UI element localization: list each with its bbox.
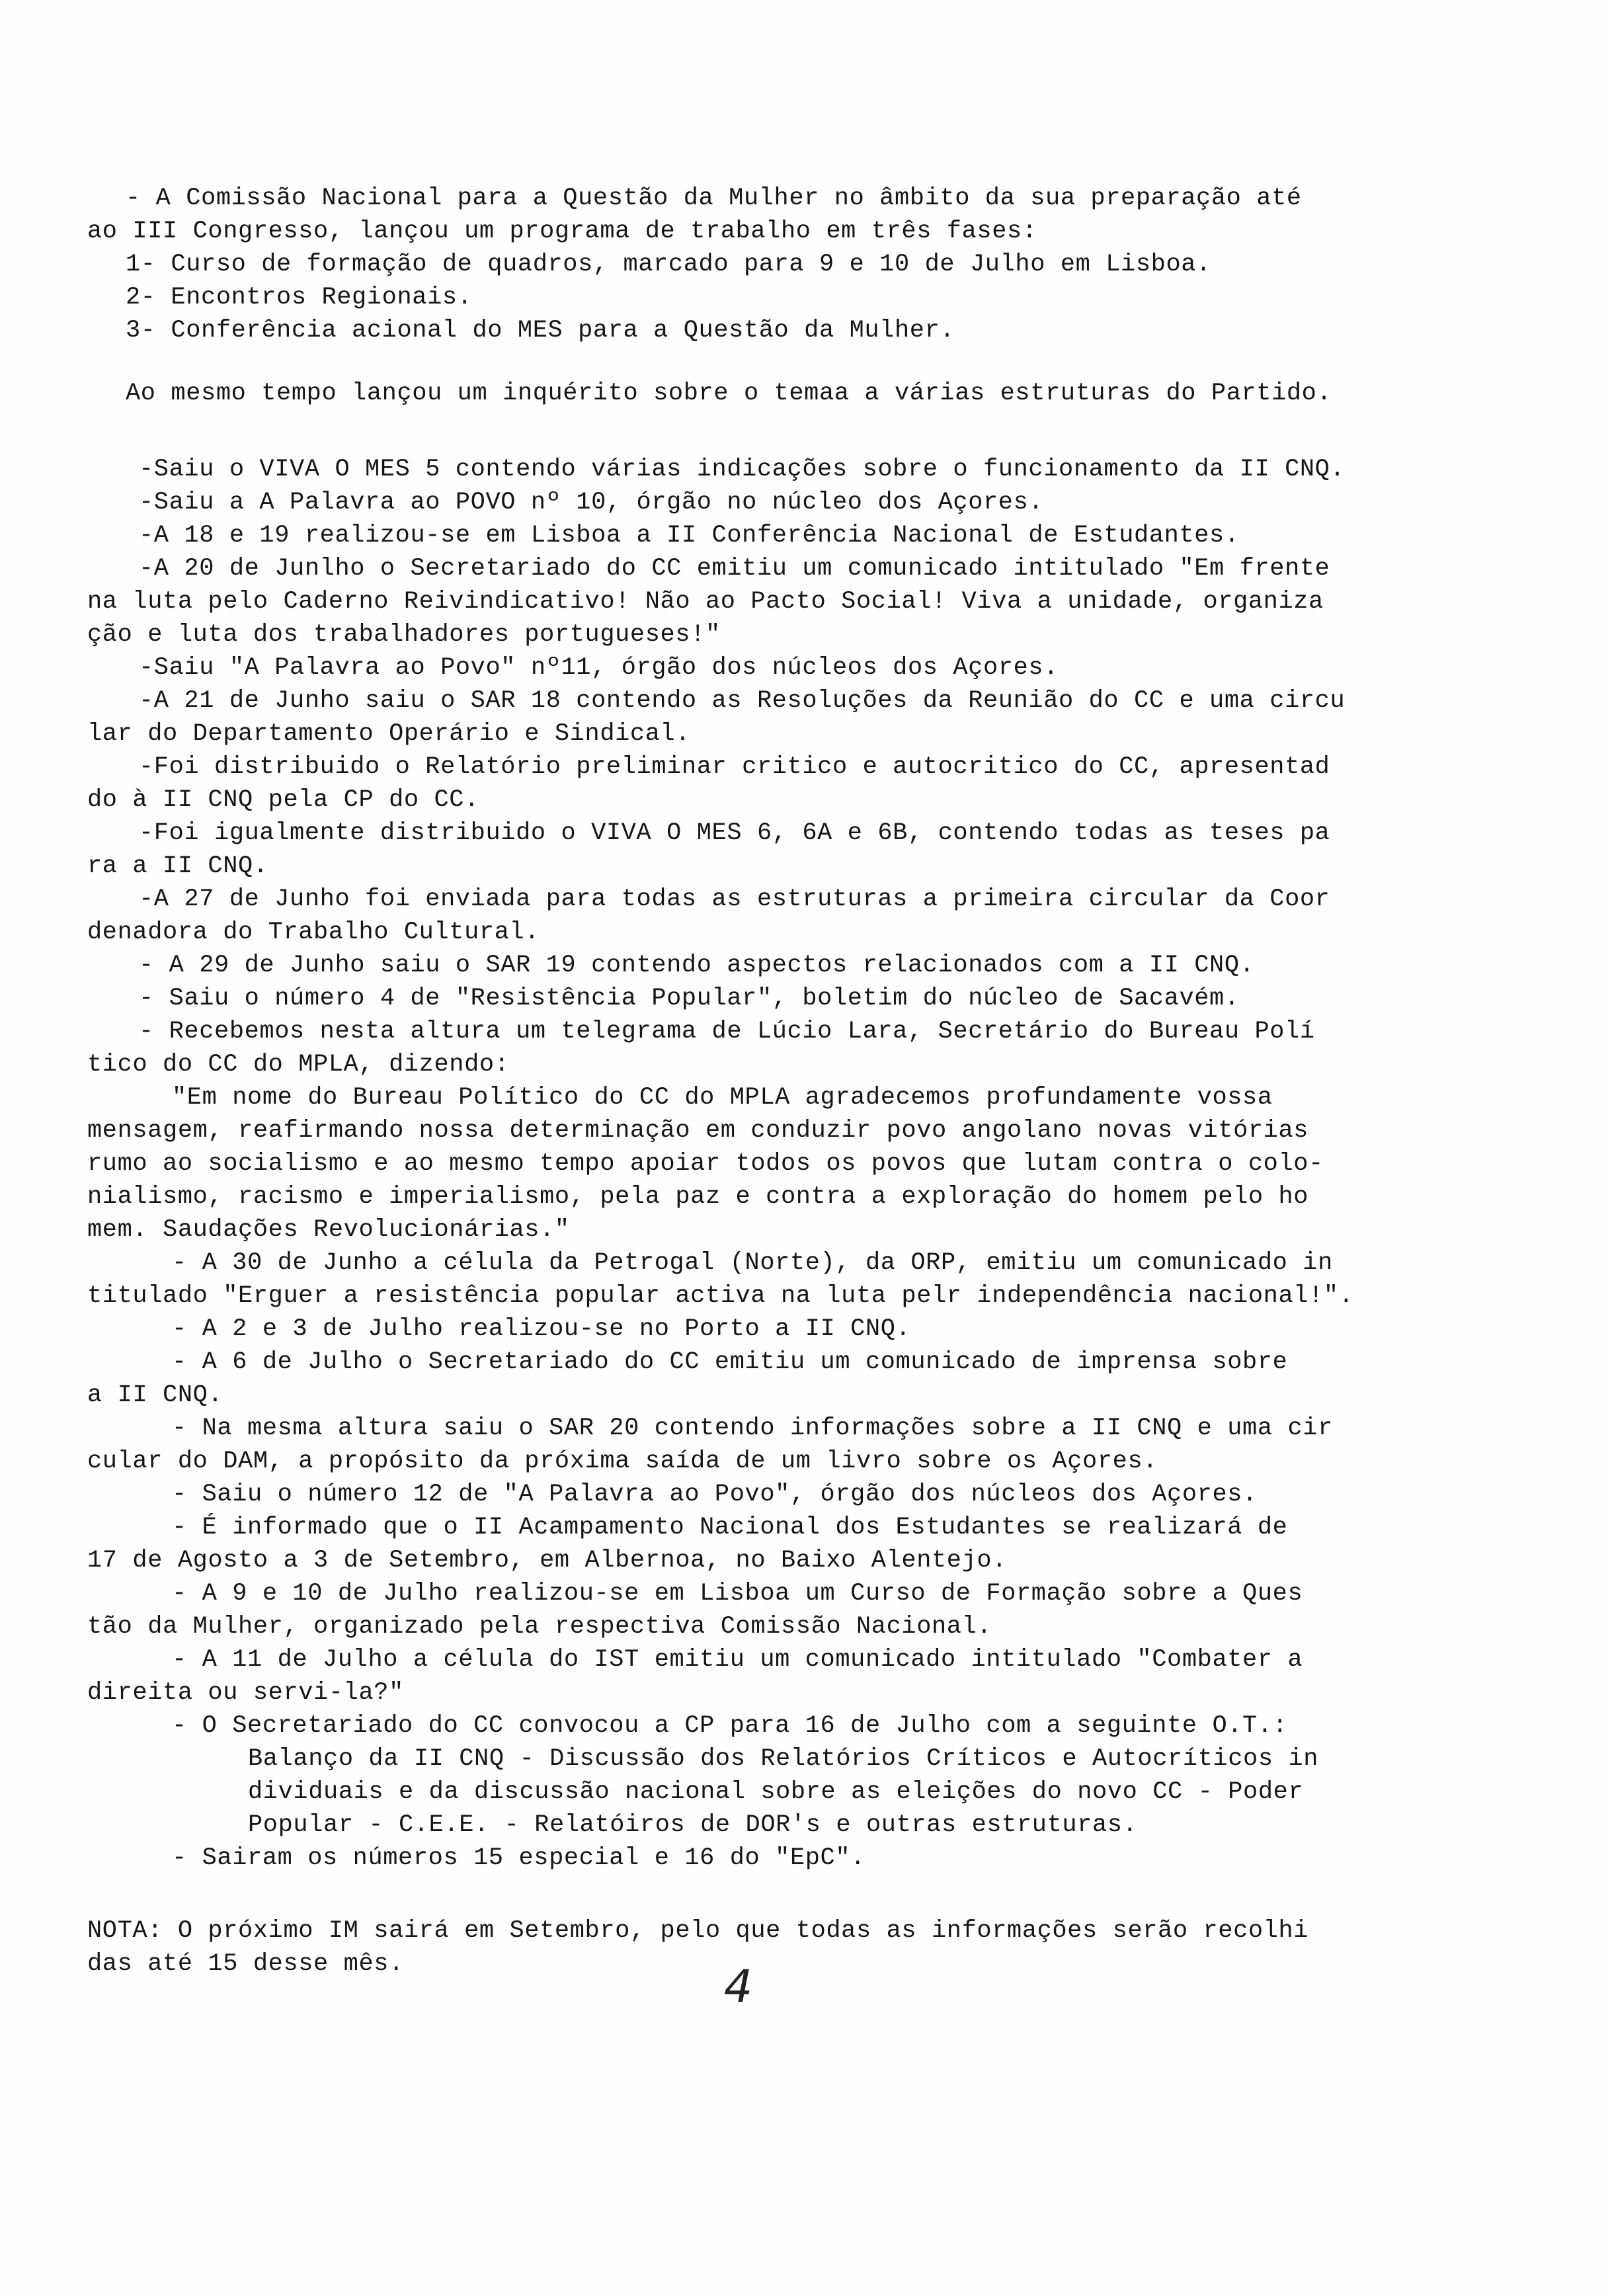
news-line: tico do CC do MPLA, dizendo:: [87, 1051, 510, 1079]
news-line: denadora do Trabalho Cultural.: [87, 919, 540, 946]
news-line: - Recebemos nesta altura um telegrama de Lúcio Lara, Secretário do Bureau Polí: [139, 1018, 1315, 1046]
inquiry-paragraph: Ao mesmo tempo lançou um inquérito sobre o temaa a várias estruturas do Partido.: [126, 380, 1332, 407]
intro-list-item: 2- Encontros Regionais.: [126, 284, 473, 311]
intro-list-item: 3- Conferência acional do MES para a Questão da Mulher.: [126, 317, 955, 345]
telegram-quote-line: rumo ao socialismo e ao mesmo tempo apoiar todos os povos que lutam contra o colo-: [87, 1150, 1324, 1178]
news-line: - A 29 de Junho saiu o SAR 19 contendo aspectos relacionados com a II CNQ.: [139, 952, 1255, 979]
news-line: tão da Mulher, organizado pela respectiva Comissão Nacional.: [87, 1613, 992, 1641]
news-line: - A 2 e 3 de Julho realizou-se no Porto a II CNQ.: [172, 1315, 911, 1343]
news-line: -Saiu "A Palavra ao Povo" nº11, órgão dos núcleos dos Açores.: [139, 654, 1059, 682]
news-line: -Foi distribuido o Relatório preliminar critico e autocritico do CC, apresentad: [139, 753, 1330, 781]
news-line: -A 21 de Junho saiu o SAR 18 contendo as Resoluções da Reunião do CC e uma circu: [139, 687, 1346, 715]
news-line: - A 30 de Junho a célula da Petrogal (Norte), da ORP, emitiu um comunicado in: [172, 1249, 1333, 1277]
telegram-quote-line: mensagem, reafirmando nossa determinação em conduzir povo angolano novas vitórias: [87, 1117, 1309, 1145]
news-line: lar do Departamento Operário e Sindical.: [87, 720, 691, 748]
intro-line: - A Comissão Nacional para a Questão da Mulher no âmbito da sua preparação até: [126, 184, 1302, 212]
news-line: a II CNQ.: [87, 1381, 223, 1409]
news-line: -A 27 de Junho foi enviada para todas as estruturas a primeira circular da Coor: [139, 885, 1330, 913]
news-line: -A 18 e 19 realizou-se em Lisboa a II Conferência Nacional de Estudantes.: [139, 522, 1240, 550]
news-line: - A 9 e 10 de Julho realizou-se em Lisboa um Curso de Formação sobre a Ques: [172, 1580, 1303, 1608]
news-line: 17 de Agosto a 3 de Setembro, em Albernoa, no Baixo Alentejo.: [87, 1547, 1008, 1575]
news-line: - A 11 de Julho a célula do IST emitiu um comunicado intitulado "Combater a: [172, 1646, 1303, 1674]
agenda-line: Popular - C.E.E. - Relatóiros de DOR's e outras estruturas.: [248, 1811, 1138, 1839]
telegram-quote-line: nialismo, racismo e imperialismo, pela paz e contra a exploração do homem pelo ho: [87, 1183, 1309, 1211]
nota-line: das até 15 desse mês.: [87, 1950, 404, 1978]
news-line: - Saiu o número 4 de "Resistência Popular", boletim do núcleo de Sacavém.: [139, 985, 1240, 1012]
intro-list-item: 1- Curso de formação de quadros, marcado para 9 e 10 de Julho em Lisboa.: [126, 251, 1211, 278]
telegram-quote-line: "Em nome do Bureau Político do CC do MPLA agradecemos profundamente vossa: [172, 1084, 1273, 1112]
news-line: - A 6 de Julho o Secretariado do CC emitiu um comunicado de imprensa sobre: [172, 1348, 1288, 1376]
telegram-quote-line: mem. Saudações Revolucionárias.": [87, 1216, 570, 1244]
intro-line: ao III Congresso, lançou um programa de trabalho em três fases:: [87, 218, 1037, 245]
news-line: -Saiu o VIVA O MES 5 contendo várias indicações sobre o funcionamento da II CNQ.: [139, 456, 1346, 483]
news-line: - Sairam os números 15 especial e 16 do "EpC".: [172, 1844, 865, 1872]
news-line: ção e luta dos trabalhadores portugueses!": [87, 621, 721, 649]
agenda-line: Balanço da II CNQ - Discussão dos Relatórios Críticos e Autocríticos in: [248, 1745, 1319, 1773]
news-line: - O Secretariado do CC convocou a CP para 16 de Julho com a seguinte O.T.:: [172, 1712, 1288, 1740]
page-number: 4: [724, 1961, 753, 2013]
news-line: -Saiu a A Palavra ao POVO nº 10, órgão no núcleo dos Açores.: [139, 489, 1044, 516]
news-line: direita ou servi-la?": [87, 1679, 404, 1707]
news-line: - Na mesma altura saiu o SAR 20 contendo informações sobre a II CNQ e uma cir: [172, 1414, 1333, 1442]
news-line: do à II CNQ pela CP do CC.: [87, 786, 479, 814]
news-line: cular do DAM, a propósito da próxima saída de um livro sobre os Açores.: [87, 1448, 1158, 1475]
nota-line: NOTA: O próximo IM sairá em Setembro, pelo que todas as informações serão recolhi: [87, 1917, 1309, 1945]
news-line: titulado "Erguer a resistência popular activa na luta pelr independência nacional!".: [87, 1282, 1354, 1310]
news-line: -A 20 de Junlho o Secretariado do CC emitiu um comunicado intitulado "Em frente: [139, 555, 1330, 583]
news-line: ra a II CNQ.: [87, 852, 268, 880]
agenda-line: dividuais e da discussão nacional sobre as eleições do novo CC - Poder: [248, 1778, 1304, 1806]
news-line: -Foi igualmente distribuido o VIVA O MES 6, 6A e 6B, contendo todas as teses pa: [139, 819, 1330, 847]
news-line: - Saiu o número 12 de "A Palavra ao Povo", órgão dos núcleos dos Açores.: [172, 1481, 1258, 1508]
news-line: - É informado que o II Acampamento Nacional dos Estudantes se realizará de: [172, 1514, 1288, 1541]
news-line: na luta pelo Caderno Reivindicativo! Não ao Pacto Social! Viva a unidade, organiza: [87, 588, 1324, 616]
